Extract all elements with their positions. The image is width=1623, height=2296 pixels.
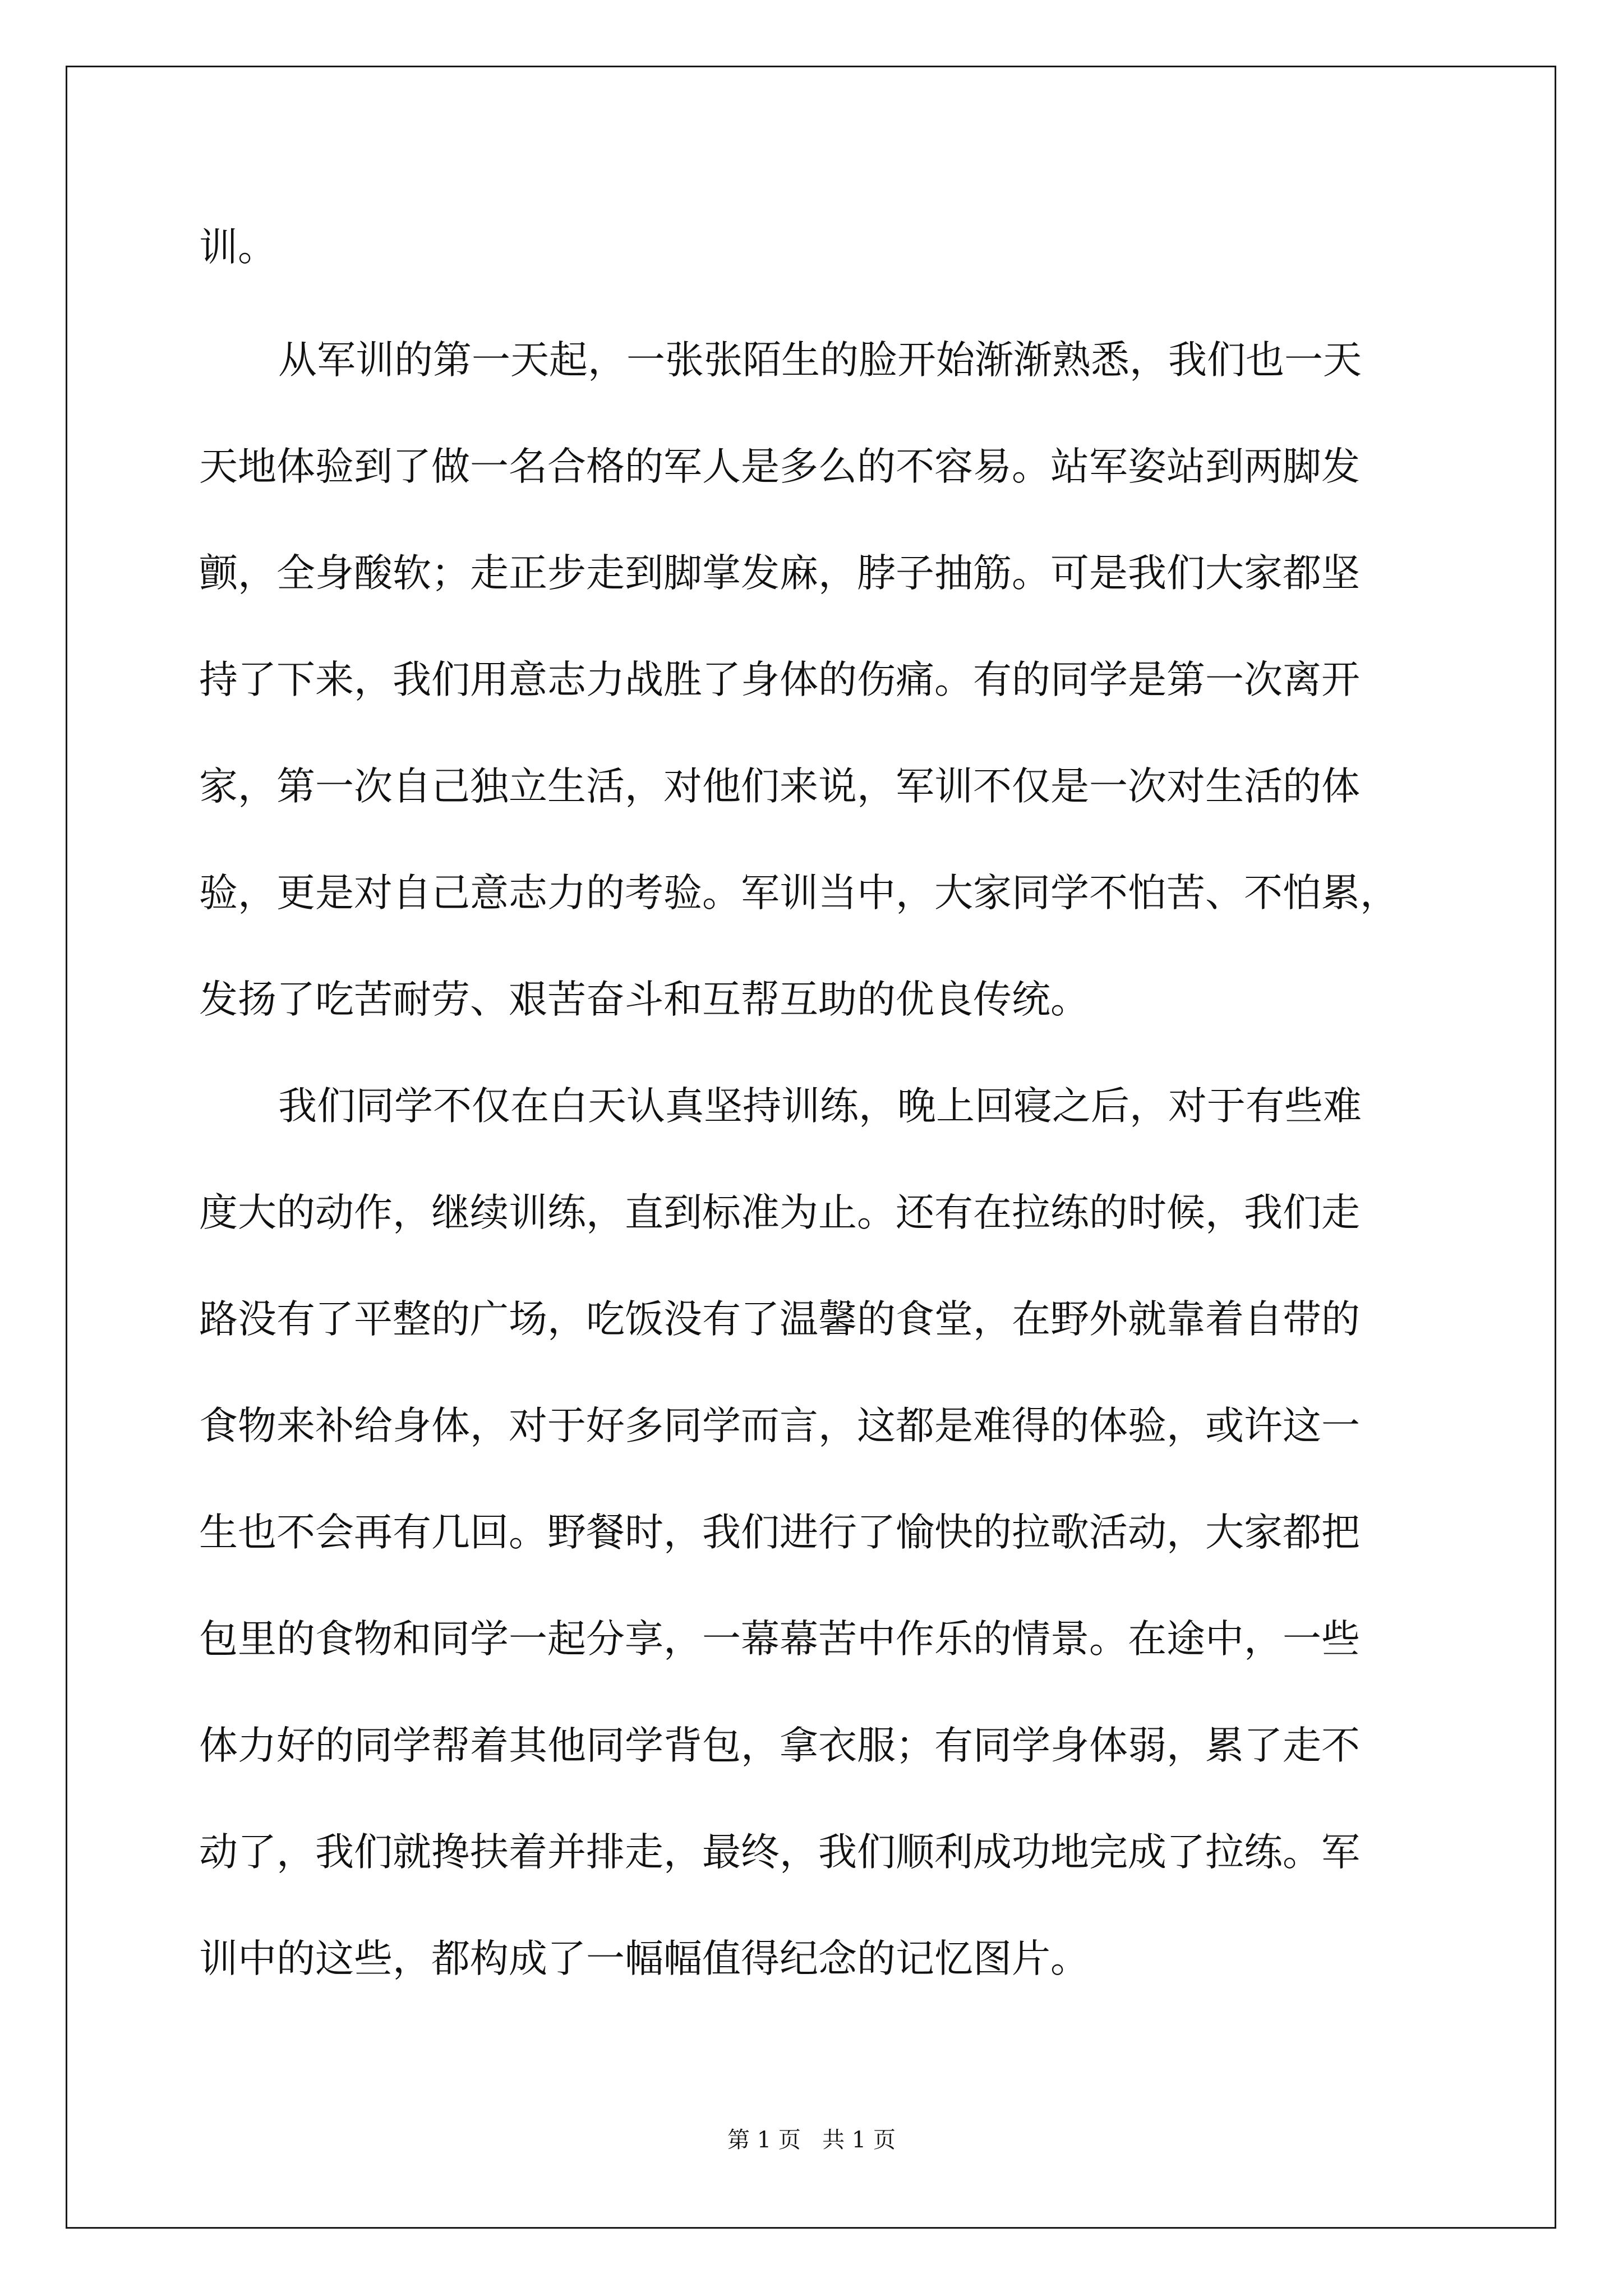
paragraph-2-line-7: 发扬了吃苦耐劳、艰苦奋斗和互帮互助的优良传统。 bbox=[199, 977, 1089, 1022]
paragraph-3-line-3: 路没有了平整的广场，吃饭没有了温馨的食堂，在野外就靠着自带的 bbox=[199, 1297, 1360, 1342]
page-border bbox=[66, 66, 1556, 2229]
paragraph-3-line-7: 体力好的同学帮着其他同学背包，拿衣服；有同学身体弱，累了走不 bbox=[199, 1723, 1360, 1768]
paragraph-2-line-4: 持了下来，我们用意志力战胜了身体的伤痛。有的同学是第一次离开 bbox=[199, 657, 1360, 702]
paragraph-3-line-2: 度大的动作，继续训练，直到标准为止。还有在拉练的时候，我们走 bbox=[199, 1190, 1360, 1235]
page-footer: 第 1 页 共 1 页 bbox=[727, 2127, 896, 2153]
paragraph-2-line-3: 颤，全身酸软；走正步走到脚掌发麻，脖子抽筋。可是我们大家都坚 bbox=[199, 551, 1360, 596]
paragraph-3-line-8: 动了，我们就搀扶着并排走，最终，我们顺利成功地完成了拉练。军 bbox=[199, 1830, 1360, 1875]
text-line-1: 训。 bbox=[199, 225, 276, 270]
paragraph-3-line-5: 生也不会再有几回。野餐时，我们进行了愉快的拉歌活动，大家都把 bbox=[199, 1510, 1360, 1555]
paragraph-3-line-4: 食物来补给身体，对于好多同学而言，这都是难得的体验，或许这一 bbox=[199, 1404, 1360, 1448]
paragraph-2-line-5: 家，第一次自己独立生活，对他们来说，军训不仅是一次对生活的体 bbox=[199, 764, 1360, 809]
paragraph-3-line-1: 我们同学不仅在白天认真坚持训练，晚上回寝之后，对于有些难 bbox=[278, 1084, 1362, 1129]
paragraph-2-line-1: 从军训的第一天起，一张张陌生的脸开始渐渐熟悉，我们也一天 bbox=[278, 338, 1362, 383]
paragraph-3-line-6: 包里的食物和同学一起分享，一幕幕苦中作乐的情景。在途中，一些 bbox=[199, 1617, 1360, 1662]
paragraph-2-line-6: 验，更是对自己意志力的考验。军训当中，大家同学不怕苦、不怕累， bbox=[199, 871, 1399, 915]
paragraph-3-line-9: 训中的这些，都构成了一幅幅值得纪念的记忆图片。 bbox=[199, 1936, 1089, 1981]
paragraph-2-line-2: 天地体验到了做一名合格的军人是多么的不容易。站军姿站到两脚发 bbox=[199, 444, 1360, 489]
